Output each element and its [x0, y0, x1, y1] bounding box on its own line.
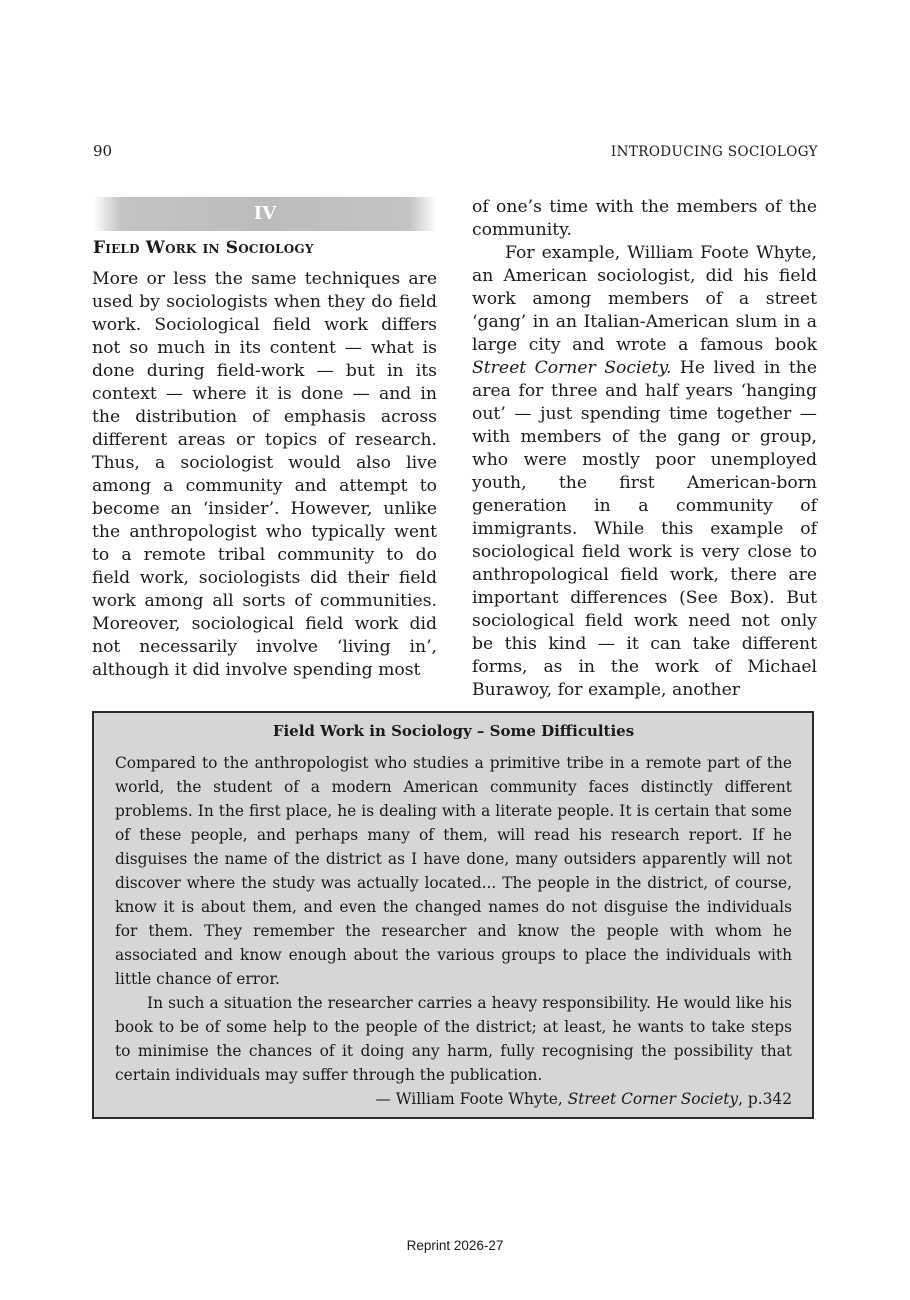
left-column	[92, 268, 437, 682]
section-heading: Field Work in Sociology	[93, 238, 314, 258]
body-paragraph-continuation: of one’s time with the members of the community.	[472, 197, 817, 240]
reprint-footer: Reprint 2026-27	[406, 1238, 504, 1253]
citation-book: Street Corner Society	[567, 1090, 739, 1108]
section-number-band	[93, 197, 437, 231]
section-numeral: IV	[253, 203, 277, 224]
book-title: Street Corner Society.	[472, 358, 672, 378]
body-paragraph	[472, 242, 817, 702]
citation-page: , p.342	[738, 1090, 792, 1108]
paragraph-text: He lived in the area for three and half years ‘hanging out’ — just spending time together — with members of the gang or group, who were mostly poor unemployed youth, the first American-born generation in a community of immigrants. While this example of sociological field work is very close to anthropological field work, there are important differences (See Box). But sociological field work need not only be this kind — it can take different forms, as in the work of Michael Burawoy, for example, another	[472, 358, 817, 700]
box-citation	[115, 1087, 792, 1111]
box-title: Field Work in Sociology – Some Difficulties	[272, 722, 635, 740]
box-paragraph: In such a situation the researcher carries a heavy responsibility. He would like his book to be of some help to the people of the district; at least, he wants to take steps to minimise the chances of it doing any harm, fully recognising the possibility that certain individuals may suffer through the publication.	[115, 994, 792, 1084]
running-title: INTRODUCING SOCIOLOGY	[610, 144, 818, 160]
body-paragraph: More or less the same techniques are used by sociologists when they do field work. Sociological field work differs not so much in its content — what is done during field-work — but in its context — where it is done — and in the distribution of emphasis across different areas or topics of research. Thus, a sociologist would also live among a community and attempt to become an ‘insider’. However, unlike the anthropologist who typically went to a remote tribal community to do field work, sociologists did their field work among all sorts of communities. Moreover, sociological field work did not necessarily involve ‘living in’, although it did involve spending most	[92, 269, 437, 680]
quote-box	[92, 711, 814, 1119]
right-column	[472, 196, 817, 702]
paragraph-text: For example, William Foote Whyte, an American sociologist, did his field work among members of a street ‘gang’ in an Italian-American slum in a large city and wrote a famous book	[472, 243, 817, 355]
citation-author: — William Foote Whyte,	[375, 1090, 568, 1108]
page-number: 90	[93, 142, 113, 160]
box-paragraph: Compared to the anthropologist who studies a primitive tribe in a remote part of the world, the student of a modern American community faces distinctly different problems. In the first place, he is dealing with a literate people. It is certain that some of these people, and perhaps many of them, will read his research report. If he disguises the name of the district as I have done, many outsiders apparently will not discover where the study was actually located... The people in the district, of course, know it is about them, and even the changed names do not disguise the individuals for them. They remember the researcher and know the people with whom he associated and know enough about the various groups to place the individuals with little chance of error.	[115, 754, 792, 988]
